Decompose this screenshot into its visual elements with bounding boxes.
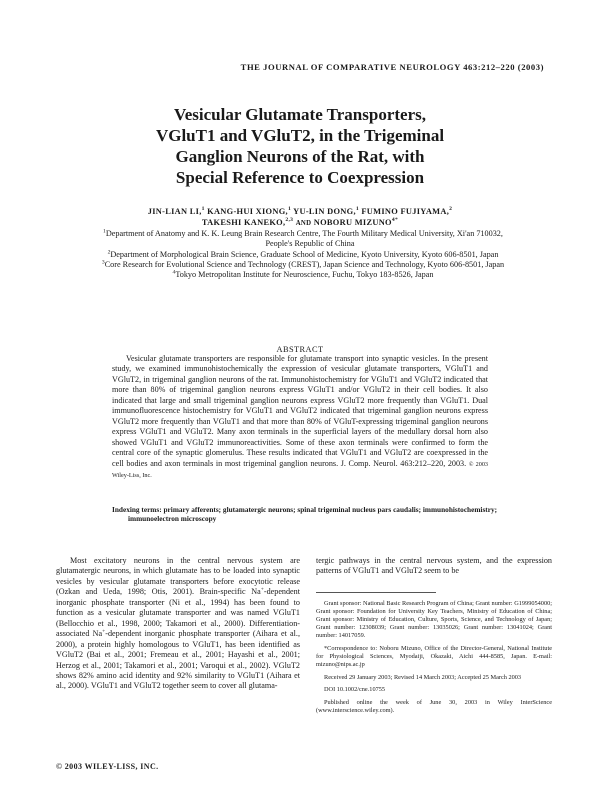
footnote-grant: Grant sponsor: National Basic Research Program of China; Grant number: G1999054000; Grant sponsor: Foundation for University Key Teachers, Ministry of Education of China; Grant sponsor: Ministry of Education, Culture, Sports, Science, and Technology of Japan; Grant number: 12308039; Grant number: 13035026; Grant number: 13041024; Grant number: 14017059. <box>316 600 552 640</box>
author-list <box>40 206 560 229</box>
journal-header: THE JOURNAL OF COMPARATIVE NEUROLOGY 463:212–220 (2003) <box>240 62 544 72</box>
affiliation <box>96 260 510 270</box>
abstract-heading: ABSTRACT <box>276 345 324 354</box>
affil-marker: 4 <box>172 269 176 276</box>
affiliation <box>96 270 510 280</box>
affil-text: Core Research for Evolutional Science and Technology (CREST), Japan Science and Technology, Kyoto 606-8501, Japan <box>104 259 505 269</box>
author-name: NOBORU MIZUNO <box>313 218 392 227</box>
footnote-doi: DOI 10.1002/cne.10755 <box>324 686 386 694</box>
affiliation <box>96 250 510 260</box>
indexing-terms-label: Indexing terms: <box>112 505 162 514</box>
title-line: Vesicular Glutamate Transporters, <box>174 105 426 124</box>
affiliation <box>96 229 510 250</box>
affil-text: Department of Morphological Brain Science, Graduate School of Medicine, Kyoto University, Kyoto 606-8501, Japan <box>110 249 499 259</box>
footnote-dates: Received 29 January 2003; Revised 14 March 2003; Accepted 25 March 2003 <box>324 673 522 681</box>
affil-text: Department of Anatomy and K. K. Leung Brain Research Centre, The Fourth Military Medical University, Xi'an 710032, People's Republic of China <box>105 229 503 249</box>
author-affil-marker: 4* <box>391 217 399 224</box>
author-name: KANG-HUI XIONG, <box>207 207 288 216</box>
author-name: JIN-LIAN LI, <box>147 207 202 216</box>
title-line: VGluT1 and VGluT2, in the Trigeminal <box>155 126 445 145</box>
affiliations <box>96 229 510 280</box>
body-left-column <box>56 556 300 692</box>
author-affil-marker: 1 <box>287 206 292 213</box>
superscript: + <box>260 586 264 593</box>
author-affil-marker: 1 <box>201 206 205 213</box>
indexing-terms-list: primary afferents; glutamatergic neurons; spinal trigeminal nucleus pars caudalis; immunohistochemistry; immunoelectron microscopy <box>128 505 498 524</box>
author-line-1 <box>40 206 560 217</box>
footnote-divider <box>316 592 436 593</box>
footnotes <box>316 600 552 720</box>
indexing-terms <box>112 505 504 524</box>
abstract-text: Vesicular glutamate transporters are responsible for glutamate transport into synaptic vesicles. In the present study, we examined immunohistochemically the expression of vesicular glutamate transporters, VGluT1 and VGluT2, in trigeminal ganglion neurons of the rat. Immunohistochemistry for VGluT1 and VGluT2 indicated that more than 80% of trigeminal ganglion neurons express VGluT1 and/or VGluT2 in their cell bodies. It also indicated that large and small trigeminal ganglion neurons express VGluT2 more frequently than VGluT1. Dual immunofluorescence histochemistry for VGluT1 and VGluT2 indicated that trigeminal ganglion neurons express VGluT2 more frequently than VGluT1 and that more than 80% of VGluT-expressing trigeminal ganglion neurons express VGluT1 and VGluT2. Many axon terminals in the superficial layers of the medullary dorsal horn also showed VGluT1 and VGluT2 immunoreactivities. Some of these axon terminals were confirmed to form the central core of the synaptic glomerulus. These results indicated that VGluT1 and VGluT2 are coexpressed in the cell bodies and axon terminals in most trigeminal ganglion neurons. J. Comp. Neurol. 463:212–220, 2003. <box>112 354 488 468</box>
author-name: YU-LIN DONG, <box>293 207 356 216</box>
footnote-correspondence: *Correspondence to: Noboru Mizuno, Office of the Director-General, National Institute for Physiological Sciences, Myodaiji, Okazaki, Aichi 444-8585, Japan. E-mail: mizuno@nips.ac.jp <box>316 644 552 669</box>
author-affil-marker: 2 <box>449 206 453 213</box>
title-line: Ganglion Neurons of the Rat, with <box>175 147 425 166</box>
author-line-2 <box>40 217 560 229</box>
author-name: TAKESHI KANEKO, <box>201 218 286 227</box>
article-title <box>40 104 560 188</box>
body-right-column: tergic pathways in the central nervous system, and the expression patterns of VGluT1 and VGluT2 seem to be <box>316 556 552 576</box>
bottom-copyright: © 2003 WILEY-LISS, INC. <box>56 762 159 771</box>
affil-marker: 2 <box>107 248 111 255</box>
affil-marker: 3 <box>101 259 105 266</box>
abstract-body <box>112 354 488 481</box>
footnote-published: Published online the week of June 30, 2003 in Wiley InterScience (www.interscience.wiley.com). <box>316 698 552 715</box>
body-text: -dependent inorganic phosphate transporter (Aihara et al., 2000), a protein highly homologous to VGluT1, has been identified as VGluT2 (Bai et al., 2001; Fremeau et al., 2001; Hayashi et al., 2001; Herzog et al., 2001; Takamori et al., 2001; Varoqui et al., 2002). VGluT2 shows 82% amino acid identity and 92% similarity to VGluT1 (Aihara et al., 2000). VGluT1 and VGluT2 together seem to cover all glutama- <box>56 629 300 691</box>
superscript: + <box>102 628 106 635</box>
author-affil-marker: 2,3 <box>285 217 294 224</box>
affil-marker: 1 <box>103 228 106 235</box>
body-text: -dependent inorganic phosphate transporter (Ni et al., 1994) has been found to function as a vesicular glutamate transporter and was named VGluT1 (Bellocchio et al., 1998, 2000; Takamori et al., 2000). Differentiation-associated Na <box>56 587 300 639</box>
author-name: FUMINO FUJIYAMA, <box>361 207 450 216</box>
body-text: Most excitatory neurons in the central nervous system are glutamatergic neurons, in which glutamate has to be loaded into synaptic vesicles by vesicular glutamate transporters before exocytotic release (Ozkan and Ueda, 1998; Otis, 2001). Brain-specific Na <box>56 556 300 597</box>
abstract-copyright: © 2003 Wiley-Liss, Inc. <box>112 460 489 479</box>
author-and: AND <box>295 220 312 227</box>
affil-text: Tokyo Metropolitan Institute for Neuroscience, Fuchu, Tokyo 183-8526, Japan <box>175 270 434 280</box>
author-affil-marker: 1 <box>355 206 359 213</box>
title-line: Special Reference to Coexpression <box>175 168 425 187</box>
